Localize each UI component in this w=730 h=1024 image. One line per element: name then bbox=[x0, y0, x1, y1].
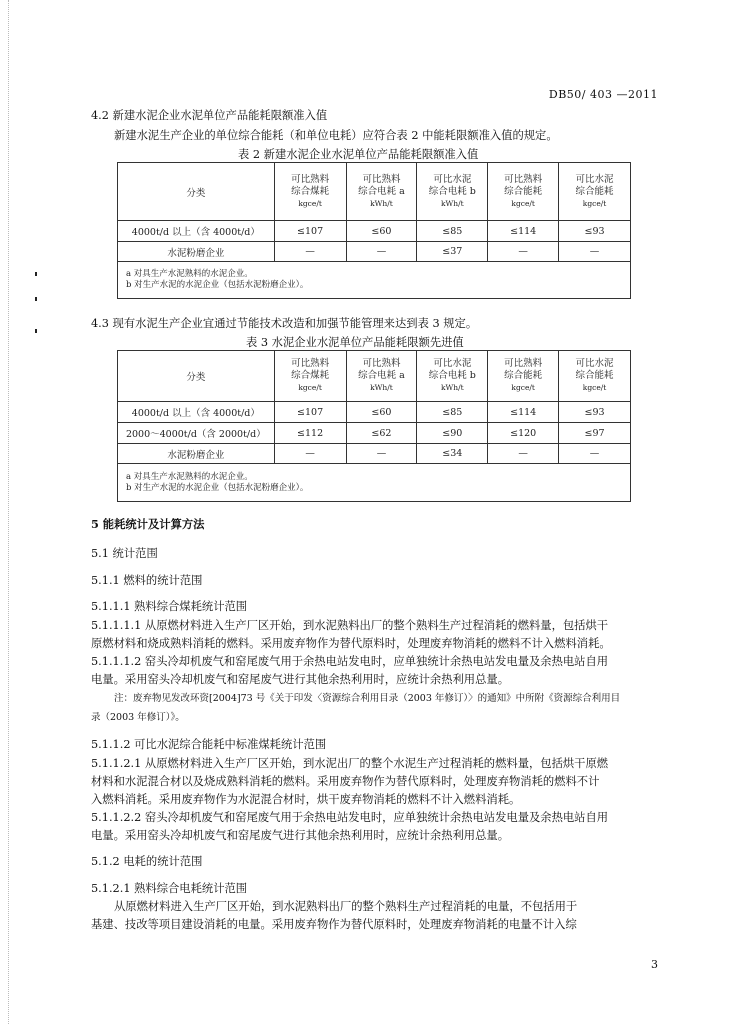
col-label: 可比熟料 bbox=[362, 358, 401, 369]
note-line: 录（2003 年修订）》。 bbox=[91, 712, 185, 723]
table-cell: ≤60 bbox=[346, 221, 417, 242]
table-3 bbox=[117, 350, 631, 502]
col-unit: kgce/t bbox=[511, 198, 535, 208]
section-heading: 5.1.1 燃料的统计范围 bbox=[91, 574, 203, 587]
table-notes-row bbox=[118, 464, 631, 502]
table-header-row bbox=[118, 351, 631, 402]
table-row bbox=[118, 444, 631, 464]
paragraph-line: 5.1.1.2.2 窑头冷却机废气和窑尾废气用于余热电站发电时，应单独统计余热电站发电量及余热电站自用 bbox=[91, 811, 609, 824]
table-cell: ≤85 bbox=[417, 221, 488, 242]
paragraph: 4.3 现有水泥生产企业宜通过节能技术改造和加强节能管理来达到表 3 规定。 bbox=[91, 317, 478, 330]
table-note: a 对具生产水泥熟料的水泥企业。 bbox=[126, 269, 253, 279]
table-cell: ≤112 bbox=[274, 423, 346, 444]
page-edge bbox=[0, 0, 9, 1024]
table-cell: — bbox=[274, 444, 346, 464]
col-unit: kWh/t bbox=[370, 383, 393, 392]
col-label: 综合能耗 bbox=[504, 185, 543, 197]
table-cell: ≤114 bbox=[488, 221, 559, 242]
paragraph-line: 电量。采用窑头冷却机废气和窑尾废气进行其他余热利用时，应统计余热利用总量。 bbox=[91, 829, 509, 842]
col-label: 可比熟料 bbox=[362, 173, 401, 185]
table-note: b 对生产水泥的水泥企业（包括水泥粉磨企业）。 bbox=[126, 280, 309, 290]
col-unit: kgce/t bbox=[298, 383, 322, 392]
col-unit: kgce/t bbox=[511, 383, 535, 392]
table-cell: ≤120 bbox=[488, 423, 559, 444]
paragraph-line: 电量。采用窑头冷却机废气和窑尾废气进行其他余热利用时，应统计余热利用总量。 bbox=[91, 673, 509, 686]
table-cell: ≤93 bbox=[559, 402, 631, 423]
section-heading: 5 能耗统计及计算方法 bbox=[91, 517, 205, 531]
table-cell: — bbox=[559, 242, 631, 262]
table-cell: ≤97 bbox=[559, 423, 631, 444]
table-caption: 表 2 新建水泥企业水泥单位产品能耗限额准入值 bbox=[238, 148, 479, 161]
table-cell: ≤34 bbox=[417, 444, 488, 464]
row-label: 2000～4000t/d（含 2000t/d） bbox=[118, 423, 275, 444]
col-unit: kWh/t bbox=[441, 383, 464, 392]
col-unit: kWh/t bbox=[441, 198, 464, 208]
table-corner: 分类 bbox=[118, 163, 275, 221]
table-cell: ≤107 bbox=[274, 221, 346, 242]
margin-mark bbox=[35, 297, 37, 301]
table-cell: ≤90 bbox=[417, 423, 488, 444]
table-cell: ≤62 bbox=[346, 423, 417, 444]
col-label: 综合能耗 bbox=[575, 185, 614, 197]
paragraph-line: 5.1.1.2.1 从原燃材料进入生产厂区开始，到水泥出厂的整个水泥生产过程消耗的燃料量，包括烘干原燃 bbox=[91, 757, 609, 770]
col-label: 综合能耗 bbox=[575, 370, 614, 381]
col-label: 综合电耗 a bbox=[358, 370, 405, 381]
table-cell: — bbox=[346, 242, 417, 262]
section-heading: 5.1.1.2 可比水泥综合能耗中标准煤耗统计范围 bbox=[91, 738, 327, 751]
paragraph-line: 基建、技改等项目建设消耗的电量。采用废弃物作为替代原料时，处理废弃物消耗的电量不计入综 bbox=[91, 918, 577, 931]
col-label: 综合煤耗 bbox=[291, 185, 330, 197]
standard-code: DB50/ 403 —2011 bbox=[548, 88, 658, 101]
table-notes-row bbox=[118, 262, 631, 299]
margin-mark bbox=[35, 329, 37, 333]
col-unit: kWh/t bbox=[370, 198, 393, 208]
table-row bbox=[118, 242, 631, 262]
paragraph: 新建水泥生产企业的单位综合能耗（和单位电耗）应符合表 2 中能耗限额准入值的规定。 bbox=[114, 129, 558, 142]
row-label: 水泥粉磨企业 bbox=[118, 444, 275, 464]
table-caption: 表 3 水泥企业水泥单位产品能耗限额先进值 bbox=[246, 336, 464, 349]
table-cell: — bbox=[488, 242, 559, 262]
section-heading: 5.1.1.1 熟料综合煤耗统计范围 bbox=[91, 600, 248, 613]
table-cell: ≤93 bbox=[559, 221, 631, 242]
table-header-row bbox=[118, 163, 631, 221]
col-label: 综合煤耗 bbox=[291, 370, 330, 381]
row-label: 水泥粉磨企业 bbox=[118, 242, 275, 262]
col-label: 可比水泥 bbox=[575, 173, 614, 185]
col-label: 可比熟料 bbox=[504, 173, 543, 185]
paragraph-line: 从原燃材料进入生产厂区开始，到水泥熟料出厂的整个熟料生产过程消耗的电量，不包括用于 bbox=[114, 900, 578, 913]
col-label: 可比熟料 bbox=[291, 173, 330, 185]
col-label: 可比水泥 bbox=[433, 173, 472, 185]
col-label: 可比水泥 bbox=[575, 358, 614, 369]
section-heading: 5.1.2 电耗的统计范围 bbox=[91, 855, 203, 868]
col-label: 综合电耗 a bbox=[358, 185, 405, 197]
table-cell: ≤107 bbox=[274, 402, 346, 423]
paragraph-line: 材料和水泥混合材以及烧成熟料消耗的燃料。采用废弃物作为替代原料时，处理废弃物消耗的燃料不计 bbox=[91, 775, 600, 788]
col-label: 综合电耗 b bbox=[428, 185, 476, 197]
table-row bbox=[118, 423, 631, 444]
section-heading: 5.1 统计范围 bbox=[91, 547, 158, 560]
col-unit: kgce/t bbox=[582, 383, 607, 392]
paragraph-line: 5.1.1.1.1 从原燃材料进入生产厂区开始，到水泥熟料出厂的整个熟料生产过程消耗的燃料量，包括烘干 bbox=[91, 619, 609, 632]
col-unit: kgce/t bbox=[582, 198, 607, 208]
page-number: 3 bbox=[651, 958, 658, 971]
table-corner: 分类 bbox=[118, 351, 275, 402]
paragraph-line: 5.1.1.1.2 窑头冷却机废气和窑尾废气用于余热电站发电时，应单独统计余热电站发电量及余热电站自用 bbox=[91, 655, 609, 668]
table-cell: ≤114 bbox=[488, 402, 559, 423]
table-note: a 对具生产水泥熟料的水泥企业。 bbox=[126, 471, 253, 482]
col-label: 可比水泥 bbox=[433, 358, 472, 369]
table-cell: ≤60 bbox=[346, 402, 417, 423]
table-2 bbox=[117, 162, 631, 299]
table-cell: — bbox=[488, 444, 559, 464]
table-cell: — bbox=[559, 444, 631, 464]
col-label: 可比熟料 bbox=[504, 358, 543, 369]
table-cell: — bbox=[274, 242, 346, 262]
table-note: b 对生产水泥的水泥企业（包括水泥粉磨企业）。 bbox=[126, 482, 309, 493]
table-row bbox=[118, 221, 631, 242]
row-label: 4000t/d 以上（含 4000t/d） bbox=[118, 402, 275, 423]
col-label: 综合能耗 bbox=[504, 370, 543, 381]
col-label: 可比熟料 bbox=[291, 358, 330, 369]
paragraph-line: 原燃材料和烧成熟料消耗的燃料。采用废弃物作为替代原料时，处理废弃物消耗的燃料不计入燃料消耗。 bbox=[91, 637, 611, 650]
table-row bbox=[118, 402, 631, 423]
note-line: 注：废弃物见发改环资[2004]73 号《关于印发〈资源综合利用目录（2003 年修订）〉的通知》中所附《资源综合利用目 bbox=[114, 693, 621, 704]
table-cell: — bbox=[346, 444, 417, 464]
paragraph-line: 入燃料消耗。采用废弃物作为水泥混合材时，烘干废弃物消耗的燃料不计入燃料消耗。 bbox=[91, 793, 521, 806]
section-heading: 5.1.2.1 熟料综合电耗统计范围 bbox=[91, 882, 248, 895]
col-label: 综合电耗 b bbox=[428, 370, 476, 381]
table-cell: ≤85 bbox=[417, 402, 488, 423]
section-heading: 4.2 新建水泥企业水泥单位产品能耗限额准入值 bbox=[91, 109, 328, 122]
col-unit: kgce/t bbox=[298, 198, 322, 208]
margin-mark bbox=[35, 272, 37, 276]
row-label: 4000t/d 以上（含 4000t/d） bbox=[118, 221, 275, 242]
table-cell: ≤37 bbox=[417, 242, 488, 262]
